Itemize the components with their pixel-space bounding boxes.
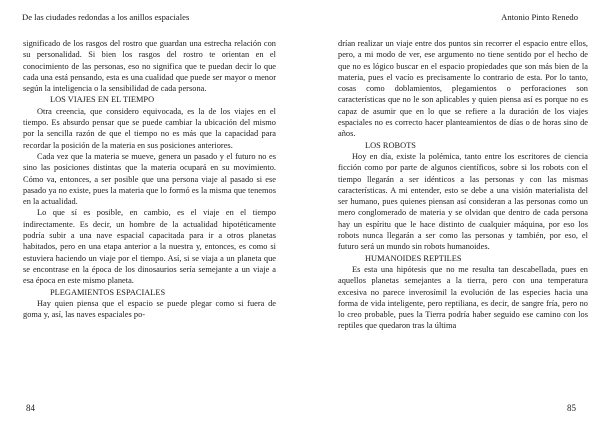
page-number: 84 bbox=[26, 403, 35, 413]
running-head-book-title: De las ciudades redondas a los anillos espaciales bbox=[22, 12, 190, 22]
paragraph: Es esta una hipótesis que no me resulta tan descabellada, pues en aquellos planetas semejantes a la tierra, pero con una temperatura excesiva no parece inverosímil la evolución de las especies hacia una forma de vida inteligente, pero reptiliana, es decir, de sangre fría, pero no lo creo probable, pues la Tierra podría haber seguido ese camino con los reptiles que quedaron tras la última bbox=[338, 264, 588, 331]
paragraph: Hay quien piensa que el espacio se puede plegar como si fuera de goma y, así, las naves espaciales po- bbox=[23, 298, 276, 320]
paragraph: significado de los rasgos del rostro que guardan una estrecha relación con su personalidad. Si bien los rasgos del rostro te orientan en el conocimiento de las personas, eso no significa que te puedan decir lo que cada una está pensando, esta es una cualidad que puede ser mayor o menor según la inteligencia o la sensibilidad de cada persona. bbox=[23, 39, 276, 94]
paragraph: Lo que sí es posible, en cambio, es el viaje en el tiempo indirectamente. Es decir, un hombre de la actualidad hipotéticamente podría subir a una nave espacial capacitada para ir a otros planetas habitados, pero en una etapa anterior a la nuestra y, entonces, es como si estuviera haciendo un viaje por el tiempo. Así, si se viaja a un planeta que se encontrase en la época de los dinosaurios sería semejante a un viaje a esa época en este mismo planeta. bbox=[23, 208, 276, 286]
paragraph: Cada vez que la materia se mueve, genera un pasado y el futuro no es sino las posiciones distintas que la materia ocupará en su movimiento. Cómo va, entonces, a ser posible que una persona viaje al pasado si ese pasado ya no existe, pues la materia que lo formó es la misma que tenemos en la actualidad. bbox=[23, 151, 276, 207]
paragraph: Otra creencia, que considero equivocada, es la de los viajes en el tiempo. Es absurdo pensar que se puede cambiar la ubicación del mismo por la sencilla razón de que el tiempo no es más que la capacidad para recordar la posición de la materia en sus posiciones anteriores. bbox=[23, 106, 276, 150]
paragraph: Hoy en día, existe la polémica, tanto entre los escritores de ciencia ficción como por parte de algunos científicos, sobre si los robots con el tiempo llegarán a ser idénticos a las personas y con las mismas características. A mi entender, esto se debe a una visión materialista del ser humano, pues quienes piensan así consideran a las personas como un mero conglomerado de materia y se olvidan que dentro de cada persona hay un espíritu que le hace distinto de cualquier máquina, por eso los robots nunca llegarán a ser como las personas y también, por eso, el futuro será un mundo sin robots humanoides. bbox=[338, 151, 588, 252]
running-head-author: Antonio Pinto Renedo bbox=[501, 12, 578, 22]
section-heading: PLEGAMIENTOS ESPACIALES bbox=[50, 287, 166, 297]
section-heading: HUMANOIDES REPTILES bbox=[365, 253, 462, 263]
right-page-text bbox=[338, 38, 588, 332]
paragraph: drían realizar un viaje entre dos puntos sin recorrer el espacio entre ellos, pero, a mi modo de ver, ese argumento no tiene sentido por el hecho de que no es lógico buscar en el espacio propiedades que son más bien de la materia, pues el vacío es precisamente lo contrario de esta. Por lo tanto, cosas como doblamientos, plegamientos o perforaciones son características que no le son aplicables y quien piensa así es porque no es capaz de asumir que en lo que se refiere a la duración de los viajes espaciales no es correcto hacer planteamientos de días o de horas sino de años. bbox=[338, 39, 588, 139]
page-number: 85 bbox=[567, 403, 576, 413]
left-page-text bbox=[23, 38, 276, 320]
section-heading: LOS ROBOTS bbox=[365, 140, 416, 150]
right-page bbox=[300, 0, 600, 433]
section-heading: LOS VIAJES EN EL TIEMPO bbox=[50, 95, 155, 105]
